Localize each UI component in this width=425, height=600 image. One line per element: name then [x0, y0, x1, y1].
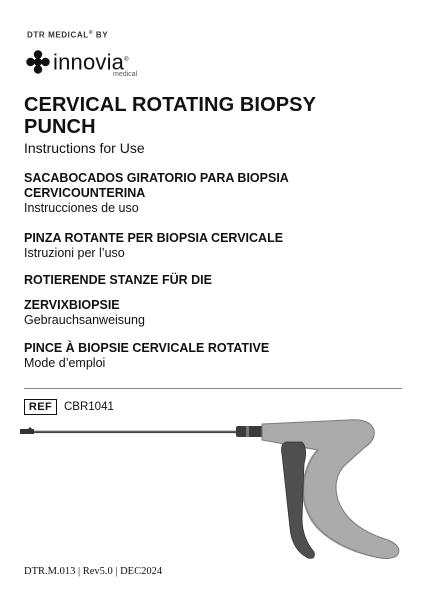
ref-code: CBR1041: [64, 401, 114, 413]
section-divider: [24, 388, 402, 389]
ref-symbol: REF: [24, 399, 57, 415]
language-subtitle: Mode d’emploi: [24, 356, 106, 370]
document-code: DTR.M.013 | Rev5.0 | DEC2024: [24, 566, 163, 577]
language-title: [24, 171, 394, 201]
language-title: ZERVIXBIOPSIE: [24, 298, 120, 312]
language-block-fr: [24, 341, 394, 370]
document-title: [24, 94, 384, 138]
language-title: ROTIERENDE STANZE FÜR DIE: [24, 273, 212, 287]
language-block-de-line2: [24, 298, 394, 327]
device-tip: [20, 427, 34, 434]
document-subtitle: Instructions for Use: [24, 140, 145, 156]
brand-byline-suffix: BY: [93, 30, 109, 40]
language-block-es: [24, 171, 394, 215]
language-title: PINZA ROTANTE PER BIOPSIA CERVICALE: [24, 231, 284, 245]
language-subtitle: Gebrauchsanweisung: [24, 313, 145, 327]
device-collar-ring: [246, 426, 249, 437]
language-block-it: [24, 231, 394, 260]
logo-mark: ®: [124, 57, 129, 63]
language-title-line-2: CERVICOUNTERINA: [24, 186, 146, 200]
biopsy-punch-illustration: [18, 408, 408, 568]
innovia-cross-icon: [26, 50, 50, 74]
language-subtitle: Istruzioni per l’uso: [24, 246, 125, 260]
brand-byline-name: DTR MEDICAL: [27, 30, 89, 40]
logo-name: innovia: [53, 49, 125, 75]
device-collar: [236, 426, 264, 437]
device-shaft-highlight: [24, 431, 238, 432]
language-title: PINCE À BIOPSIE CERVICALE ROTATIVE: [24, 341, 270, 355]
brand-byline: [27, 28, 108, 41]
title-line-1: CERVICAL ROTATING BIOPSY: [24, 94, 317, 116]
title-line-2: PUNCH: [24, 116, 96, 138]
language-block-de-line1: [24, 273, 394, 288]
brand-byline-mark: ®: [88, 30, 94, 36]
language-subtitle: Instrucciones de uso: [24, 201, 139, 215]
language-title-line-1: SACABOCADOS GIRATORIO PARA BIOPSIA: [24, 171, 289, 185]
innovia-logo: [26, 50, 156, 80]
logo-subtext: medical: [113, 71, 138, 78]
